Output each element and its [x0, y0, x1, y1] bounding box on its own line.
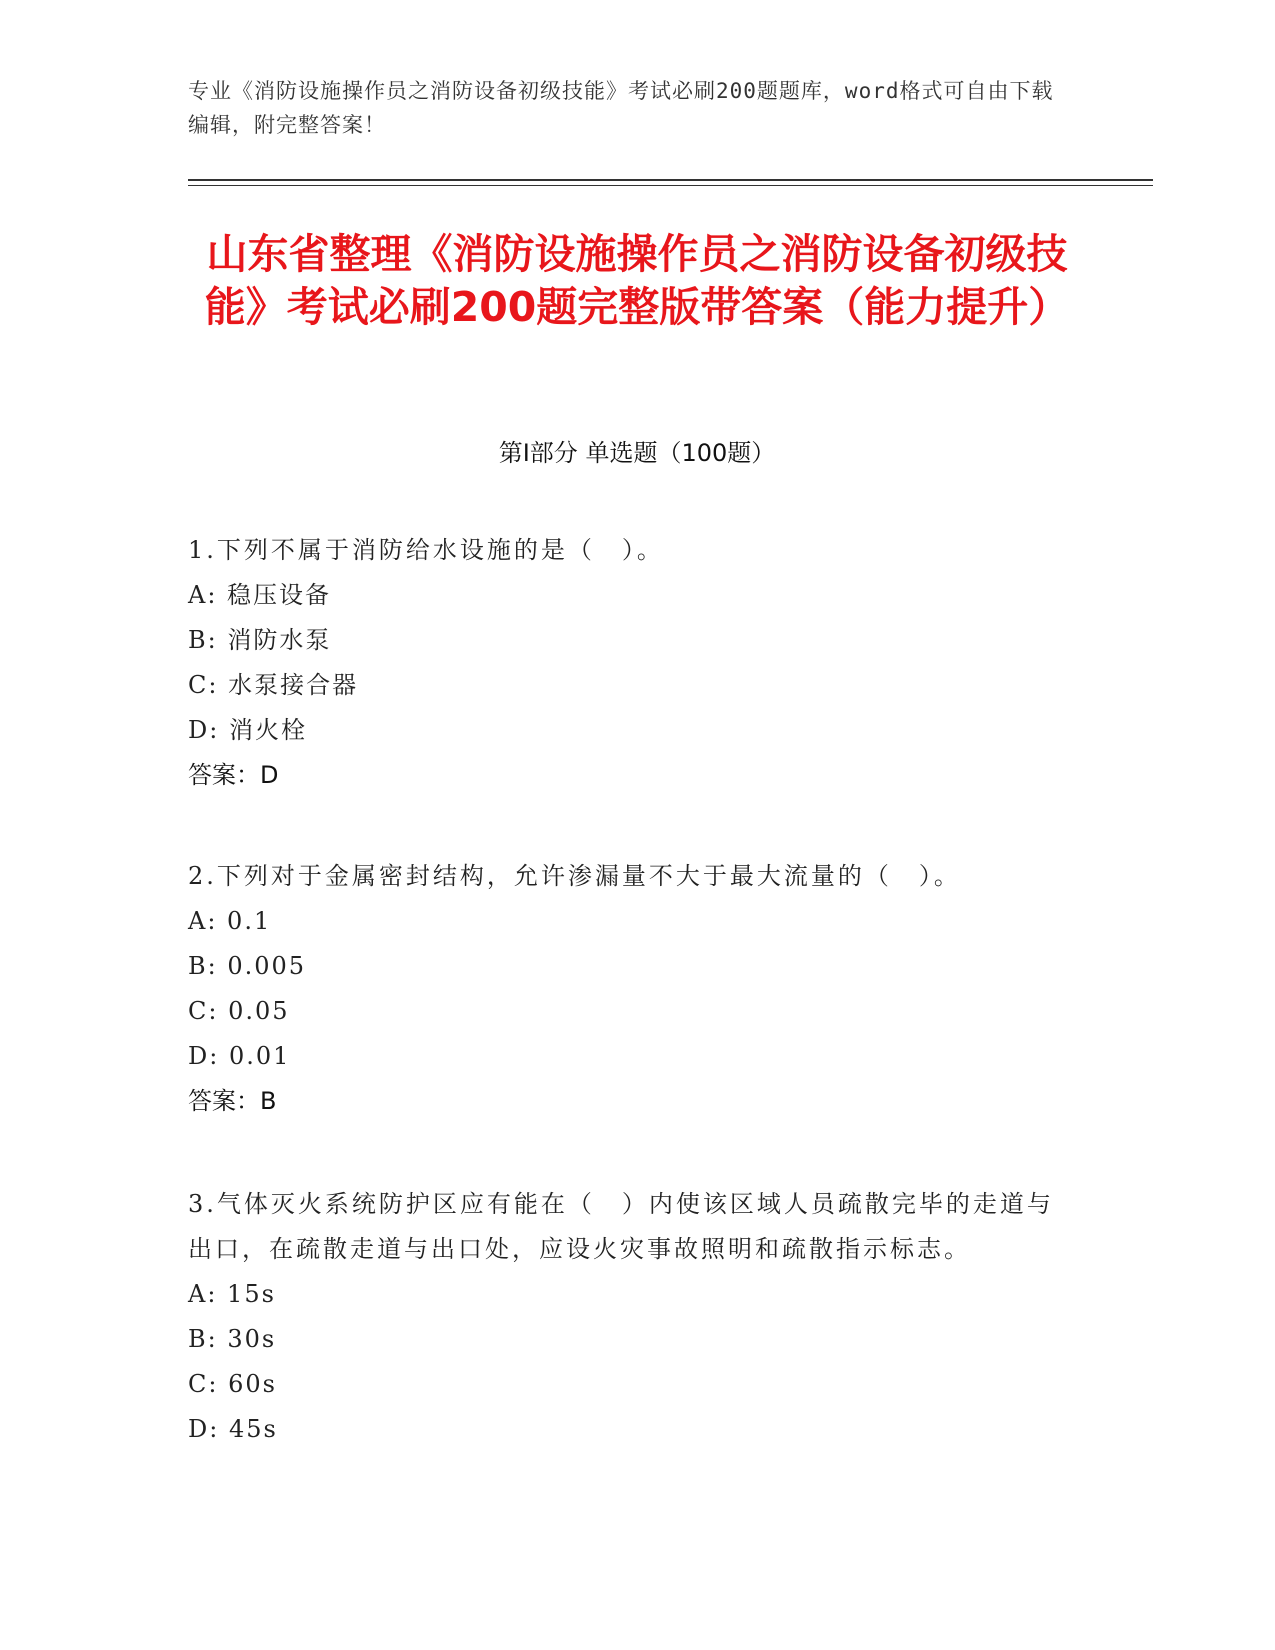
header-divider-thin	[188, 185, 1153, 186]
header-note: 专业《消防设施操作员之消防设备初级技能》考试必刷200题题库，word格式可自由下载编辑，附完整答案！	[188, 79, 1054, 137]
header-divider-thick	[188, 179, 1153, 181]
question-list	[188, 528, 1068, 1500]
question-1	[188, 528, 1068, 798]
option-b: B: 0.005	[188, 952, 307, 980]
answer-label: 答案：B	[188, 1087, 277, 1115]
option-c: C: 0.05	[188, 997, 290, 1025]
question-stem: 2.下列对于金属密封结构，允许渗漏量不大于最大流量的（ ）。	[188, 862, 961, 890]
section-title: 第Ⅰ部分 单选题（100题）	[498, 439, 776, 467]
document-title: 山东省整理《消防设施操作员之消防设备初级技能》考试必刷200题完整版带答案（能力提升）	[204, 230, 1070, 331]
option-d: D: 0.01	[188, 1042, 291, 1070]
question-3	[188, 1182, 1068, 1452]
option-d: D: 45s	[188, 1415, 278, 1443]
question-stem: 1.下列不属于消防给水设施的是（ ）。	[188, 536, 664, 564]
option-b: B: 30s	[188, 1325, 277, 1353]
option-b: B: 消防水泵	[188, 626, 332, 654]
option-a: A: 15s	[188, 1280, 276, 1308]
answer-label: 答案：D	[188, 761, 279, 789]
option-d: D: 消火栓	[188, 716, 307, 744]
question-stem: 3.气体灭火系统防护区应有能在（ ）内使该区域人员疏散完毕的走道与出口，在疏散走道与出口处，应设火灾事故照明和疏散指示标志。	[188, 1190, 1054, 1263]
option-c: C: 60s	[188, 1370, 277, 1398]
option-a: A: 0.1	[188, 907, 272, 935]
option-a: A: 稳压设备	[188, 581, 332, 609]
question-2	[188, 854, 1068, 1124]
option-c: C: 水泵接合器	[188, 671, 359, 699]
